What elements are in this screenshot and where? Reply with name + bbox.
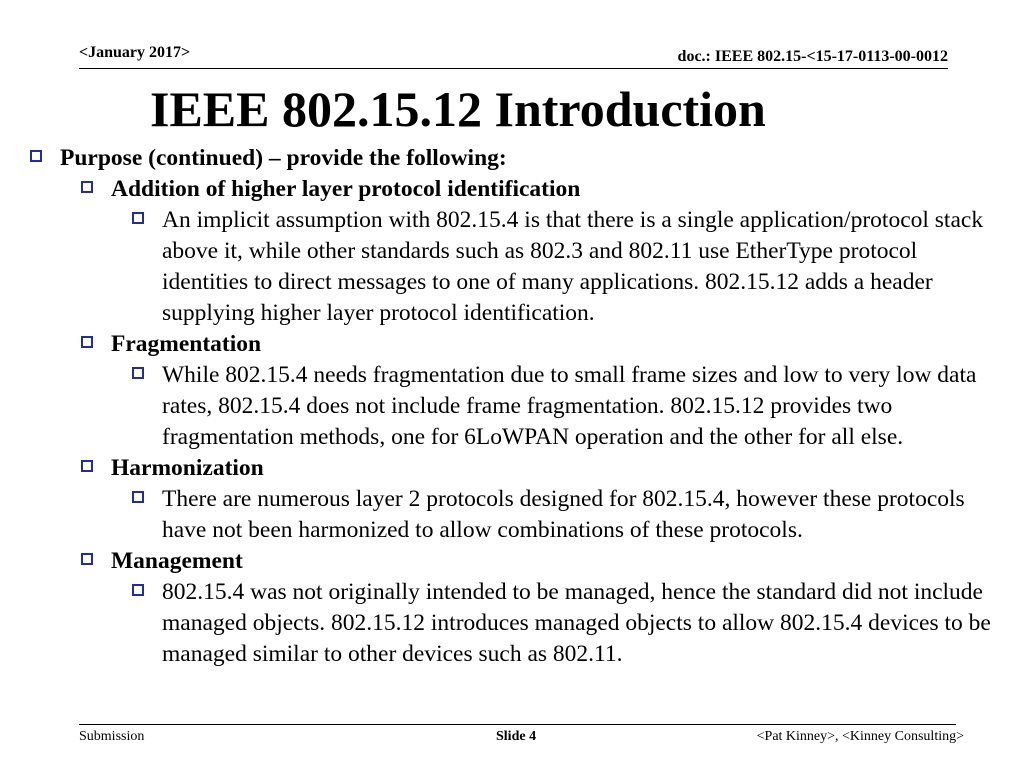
bullet-text: Purpose (continued) – provide the following: <box>60 145 507 171</box>
checkbox-bullet-icon <box>132 367 144 379</box>
bullet-heading <box>30 453 1005 484</box>
footer-slide-number: Slide 4 <box>496 729 537 744</box>
bullet-text: While 802.15.4 needs fragmentation due to small frame sizes and low to very low data rates, 802.15.4 does not include frame fragmentation. 802.15.12 provides two fragmentation methods, one for 6LoWPAN operation and the other for all else. <box>162 362 977 450</box>
bullet-detail <box>30 360 1005 453</box>
header-divider <box>79 68 948 69</box>
slide-title: IEEE 802.15.12 Introduction <box>150 81 766 137</box>
footer-author: <Pat Kinney>, <Kinney Consulting> <box>756 729 964 744</box>
bullet-text: An implicit assumption with 802.15.4 is that there is a single application/protocol stack above it, while other standards such as 802.3 and 802.11 use EtherType protocol identities to direct messages to one of many applications. 802.15.12 adds a header supplying higher layer protocol identification. <box>162 207 984 326</box>
bullet-list <box>30 143 1005 670</box>
bullet-purpose <box>30 143 1005 174</box>
footer-divider <box>79 724 956 725</box>
bullet-text: Addition of higher layer protocol identification <box>111 176 581 202</box>
bullet-text: Harmonization <box>111 455 264 481</box>
bullet-text: There are numerous layer 2 protocols designed for 802.15.4, however these protocols have not been harmonized to allow combinations of these protocols. <box>162 486 965 543</box>
header-date: <January 2017> <box>79 44 191 61</box>
checkbox-bullet-icon <box>30 150 42 162</box>
bullet-text: Fragmentation <box>111 331 262 357</box>
checkbox-bullet-icon <box>132 212 144 224</box>
checkbox-bullet-icon <box>81 460 93 472</box>
checkbox-bullet-icon <box>81 181 93 193</box>
checkbox-bullet-icon <box>81 553 93 565</box>
checkbox-bullet-icon <box>81 336 93 348</box>
bullet-text: Management <box>111 548 243 574</box>
header-doc-id: doc.: IEEE 802.15-<15-17-0113-00-0012 <box>677 48 948 65</box>
bullet-detail <box>30 205 1005 329</box>
checkbox-bullet-icon <box>132 491 144 503</box>
footer-submission: Submission <box>79 729 145 744</box>
bullet-detail <box>30 577 1005 670</box>
bullet-detail <box>30 484 1005 546</box>
bullet-heading <box>30 546 1005 577</box>
bullet-heading <box>30 329 1005 360</box>
bullet-text: 802.15.4 was not originally intended to be managed, hence the standard did not include managed objects. 802.15.12 introduces managed objects to allow 802.15.4 devices to be managed similar to other devices such as 802.11. <box>162 579 991 667</box>
checkbox-bullet-icon <box>132 584 144 596</box>
bullet-heading <box>30 174 1005 205</box>
